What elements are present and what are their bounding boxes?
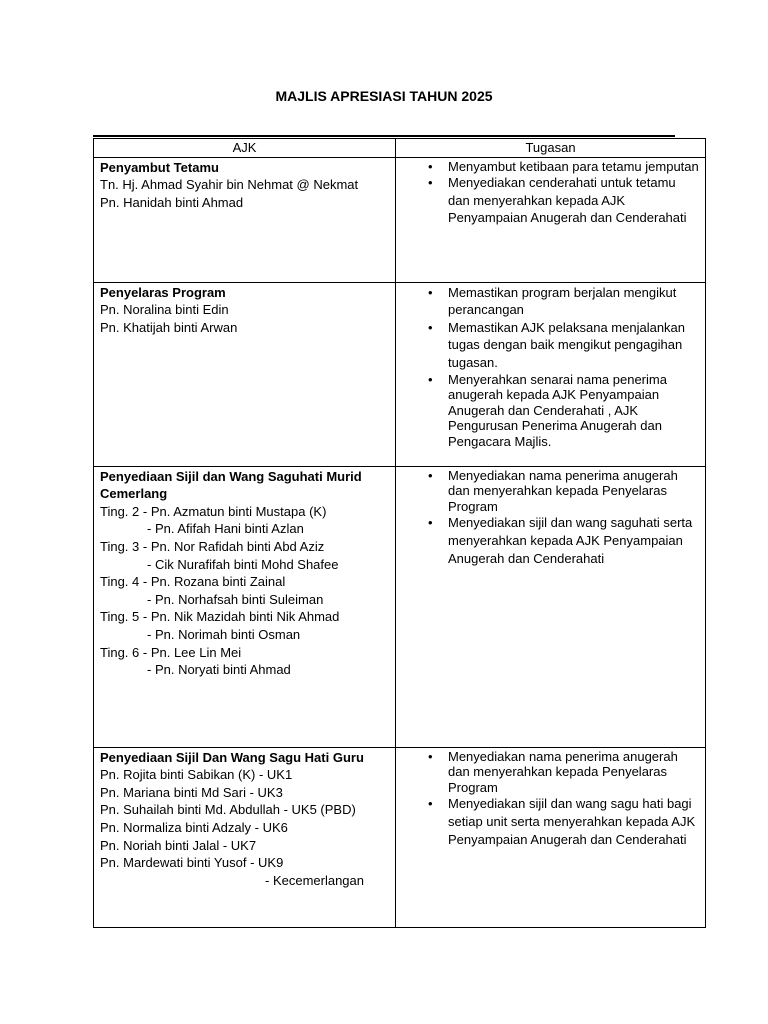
bullet-icon: • [428,796,433,812]
member-name: - Pn. Norhafsah binti Suleiman [147,591,324,607]
bullet-icon: • [428,158,433,174]
bullet-icon: • [428,319,433,335]
ajk-cell [94,157,396,282]
member-name: Pn. Noriah binti Jalal - UK7 [100,837,257,853]
tasks-cell [396,282,706,466]
section-title: Penyelaras Program [100,284,226,300]
member-name: Ting. 2 - Pn. Azmatun binti Mustapa (K) [100,503,327,519]
header-ajk: AJK [94,139,396,158]
document-title: MAJLIS APRESIASI TAHUN 2025 [275,88,493,104]
tasks-cell [396,157,706,282]
task-item: • Menyediakan sijil dan wang saguhati serta menyerahkan kepada AJK Penyampaian Anugerah dan Cenderahati [428,515,693,566]
member-name: Tn. Hj. Ahmad Syahir bin Nehmat @ Nekmat [100,177,359,193]
table-row [94,466,706,747]
task-item: • Menyediakan nama penerima anugerah dan menyerahkan kepada Penyelaras Program [428,748,678,795]
tasks-cell [396,747,706,927]
member-name: Pn. Normaliza binti Adzaly - UK6 [100,819,288,835]
header-tugasan: Tugasan [396,139,706,158]
member-name: - Kecemerlangan [265,872,364,888]
ajk-cell [94,282,396,466]
table-row [94,747,706,927]
task-item: • Memastikan AJK pelaksana menjalankan tugas dengan baik mengikut pengagihan tugasan. [428,319,686,370]
member-name: Pn. Khatijah binti Arwan [100,319,238,335]
ajk-cell [94,747,396,927]
tasks-cell [396,466,706,747]
bullet-icon: • [428,284,433,300]
member-name: Ting. 4 - Pn. Rozana binti Zainal [100,574,286,590]
bullet-icon: • [428,748,433,764]
member-name: Pn. Mariana binti Md Sari - UK3 [100,784,283,800]
member-name: - Cik Nurafifah binti Mohd Shafee [147,556,339,572]
member-name: Pn. Noralina binti Edin [100,302,229,318]
ajk-cell [94,466,396,747]
bullet-icon: • [428,371,433,387]
top-rule [93,135,675,137]
task-item: • Menyediakan sijil dan wang sagu hati bagi setiap unit serta menyerahkan kepada AJK Penyampaian Anugerah dan Cenderahati [428,796,696,847]
task-item: • Menyediakan nama penerima anugerah dan menyerahkan kepada Penyelaras Program [428,467,678,514]
task-item: • Menyambut ketibaan para tetamu jemputan [428,158,699,174]
member-name: Pn. Mardewati binti Yusof - UK9 [100,855,284,871]
section-title: Penyediaan Sijil dan Wang Saguhati Murid Cemerlang [100,468,362,502]
task-item: • Memastikan program berjalan mengikut perancangan [428,284,677,318]
bullet-icon: • [428,175,433,191]
member-name: Ting. 5 - Pn. Nik Mazidah binti Nik Ahmad [100,609,340,625]
task-item: • Menyerahkan senarai nama penerima anugerah kepada AJK Penyampaian Anugerah dan Cenderahati , AJK Pengurusan Penerima Anugerah dan Pengacara Majlis. [428,371,667,449]
member-name: - Pn. Norimah binti Osman [147,626,301,642]
member-name: Pn. Suhailah binti Md. Abdullah - UK5 (PBD) [100,802,356,818]
section-title: Penyediaan Sijil Dan Wang Sagu Hati Guru [100,749,364,765]
member-name: Pn. Rojita binti Sabikan (K) - UK1 [100,767,293,783]
member-name: - Pn. Afifah Hani binti Azlan [147,521,304,537]
member-name: Ting. 6 - Pn. Lee Lin Mei [100,644,242,660]
member-name: Ting. 3 - Pn. Nor Rafidah binti Abd Aziz [100,538,325,554]
task-item: • Menyediakan cenderahati untuk tetamu dan menyerahkan kepada AJK Penyampaian Anugerah dan Cenderahati [428,175,687,226]
member-name: - Pn. Noryati binti Ahmad [147,662,291,678]
member-name: Pn. Hanidah binti Ahmad [100,194,244,210]
table-row [94,157,706,282]
table-header-row [94,139,706,158]
committee-table [93,138,706,928]
bullet-icon: • [428,467,433,483]
section-title: Penyambut Tetamu [100,159,219,175]
bullet-icon: • [428,515,433,531]
table-row [94,282,706,466]
